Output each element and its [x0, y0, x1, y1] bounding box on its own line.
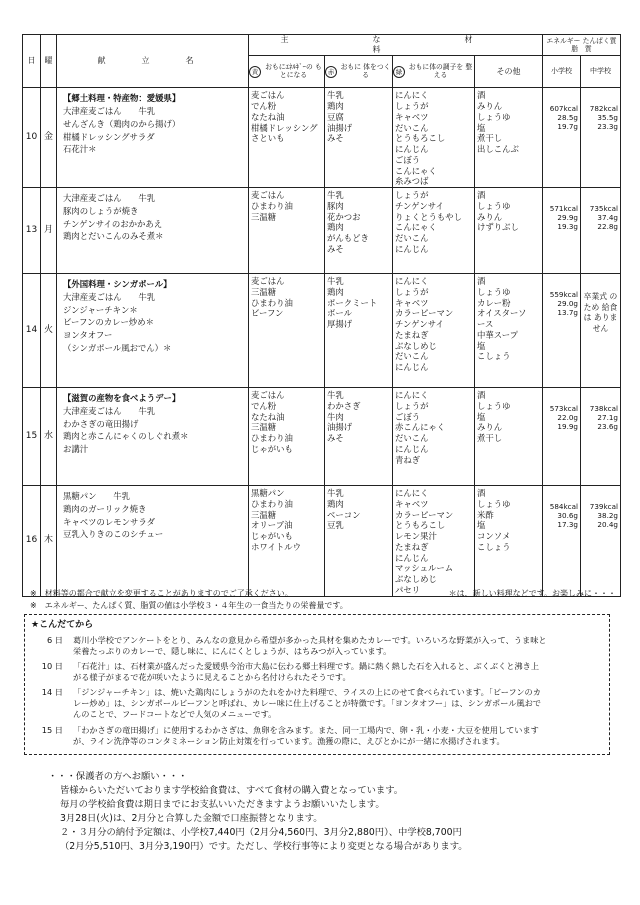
- header-energy: エネルギー たんぱく質 脂 質: [543, 35, 621, 56]
- ingredient-item: 花かつお: [327, 211, 361, 222]
- menu-row: [23, 88, 621, 188]
- ingredient-item: ひまわり油: [251, 200, 293, 211]
- ingredient-item: マッシュルーム: [395, 563, 454, 574]
- ingredient-item: 牛肉: [327, 411, 344, 422]
- footnote-change: ※ 材料等の都合で献立を変更することがありますのでご了承ください。: [30, 589, 293, 598]
- ingredient-item: しょうゆ: [477, 400, 511, 411]
- ingredient-item: 牛乳: [327, 276, 344, 287]
- dish-item: 石花汁＊: [63, 144, 97, 155]
- kondate-day: 10 日: [41, 661, 63, 671]
- nutrition-value: 38.2g: [597, 511, 618, 521]
- junior-nutrition: [581, 88, 621, 188]
- ingredient-item: にんにく: [395, 390, 429, 401]
- ingredient-item: にんじん: [395, 552, 429, 563]
- ingredient-item: じゃがいも: [251, 443, 293, 454]
- red-ingredients: [325, 388, 393, 486]
- nutrition-value: 27.1g: [597, 413, 618, 423]
- ingredient-item: でん粉: [251, 400, 277, 411]
- ingredient-item: ポークミート: [327, 297, 378, 308]
- nutrition-value: 28.5g: [557, 113, 578, 123]
- nutrition-value: 19.9g: [557, 422, 578, 432]
- nutrition-value: 22.8g: [597, 222, 618, 232]
- row-date: 13: [23, 188, 41, 274]
- kondate-title: ★こんだてから: [31, 620, 94, 630]
- dish-item: わかさぎの竜田揚げ: [63, 418, 139, 429]
- green-ingredients: [393, 388, 475, 486]
- ingredient-item: 三温糖: [251, 211, 277, 222]
- ingredient-item: しょうゆ: [477, 286, 511, 297]
- ingredient-item: でん粉: [251, 101, 277, 112]
- footnote-new-dish: ＊は、新しい料理などです。お楽しみに・・・: [448, 589, 616, 598]
- nutrition-value: 29.0g: [557, 299, 578, 309]
- ingredient-item: 塩: [477, 520, 486, 531]
- dish-item: お講汁: [63, 444, 89, 455]
- ingredient-item: こしょう: [477, 541, 511, 552]
- dish-list: [57, 274, 249, 388]
- ingredient-item: 酒: [477, 390, 486, 401]
- yellow-ingredients: [249, 388, 325, 486]
- row-date: 14: [23, 274, 41, 388]
- red-ingredients: [325, 88, 393, 188]
- ingredient-item: 酒: [477, 488, 486, 499]
- dish-item: （シンガポール風おでん）＊: [63, 342, 172, 353]
- ingredient-item: ース: [477, 319, 494, 330]
- ingredient-item: 鶏肉: [327, 498, 344, 509]
- dish-item: 豆乳入りきのこのシチュー: [63, 529, 164, 540]
- ingredient-item: 豆乳: [327, 520, 344, 531]
- nutrition-value: 30.6g: [557, 511, 578, 521]
- nutrition-value: 20.4g: [597, 520, 618, 530]
- ingredient-item: ごぼう: [395, 154, 421, 165]
- ingredient-item: みそ: [327, 433, 344, 444]
- row-weekday: 金: [41, 88, 57, 188]
- kondate-day: 15 日: [41, 725, 63, 735]
- ingredient-item: キャベツ: [395, 111, 429, 122]
- ingredient-item: 牛乳: [327, 190, 344, 201]
- dish-theme: 【滋賀の産物を食べようデー】: [63, 393, 181, 404]
- ingredient-item: オイスターソ: [477, 308, 527, 319]
- nutrition-value: 573kcal: [549, 404, 578, 414]
- ingredient-item: ひまわり油: [251, 433, 293, 444]
- dish-item: 豚肉のしょうが焼き: [63, 205, 139, 216]
- ingredient-item: わかさぎ: [327, 400, 361, 411]
- nutrition-value: 13.7g: [557, 308, 578, 318]
- red-label: おもに 体をつくる: [340, 63, 391, 79]
- menu-row: [23, 486, 621, 597]
- ingredient-item: 出しこんぶ: [477, 144, 519, 155]
- ingredient-item: だいこん: [395, 433, 429, 444]
- ingredient-item: 塩: [477, 411, 486, 422]
- green-ingredients: [393, 274, 475, 388]
- ingredient-item: みりん: [477, 422, 503, 433]
- ingredient-item: チンゲンサイ: [395, 319, 444, 330]
- junior-nutrition: [581, 188, 621, 274]
- ingredient-item: ひまわり油: [251, 297, 293, 308]
- ingredient-item: じゃがいも: [251, 531, 293, 542]
- ingredient-item: しょうが: [395, 400, 429, 411]
- ingredient-item: がんもどき: [327, 233, 369, 244]
- menu-row: [23, 274, 621, 388]
- ingredient-item: だいこん: [395, 351, 429, 362]
- ingredient-item: たまねぎ: [395, 541, 429, 552]
- other-ingredients: [475, 388, 543, 486]
- red-ingredients: [325, 188, 393, 274]
- menu-table: [22, 34, 621, 597]
- header-weekday: 曜: [41, 35, 57, 88]
- dish-item: せんざんき（鶏肉のから揚げ）: [63, 118, 181, 129]
- header-ingredients: 主 な 材 料: [249, 35, 543, 56]
- ingredient-item: ごぼう: [395, 411, 421, 422]
- ingredient-item: 油揚げ: [327, 122, 353, 133]
- ingredient-item: 麦ごはん: [251, 276, 285, 287]
- ingredient-item: キャベツ: [395, 498, 429, 509]
- ingredient-item: しょうゆ: [477, 111, 511, 122]
- nutrition-value: 37.4g: [597, 213, 618, 223]
- dish-item: ヨンタオフー: [63, 330, 113, 341]
- nutrition-value: 19.3g: [557, 222, 578, 232]
- kondate-day: 14 日: [41, 687, 63, 697]
- dish-item: 大津産麦ごはん 牛乳: [63, 106, 156, 117]
- ingredient-item: 鶏肉: [327, 101, 344, 112]
- elementary-nutrition: [543, 88, 581, 188]
- ingredient-item: 酒: [477, 190, 486, 201]
- nutrition-value: 23.3g: [597, 122, 618, 132]
- junior-nutrition: [581, 388, 621, 486]
- lunch-menu-page: 日 曜 献 立 名 主 な 材 料 エネルギー たんぱく質 脂 質 黄 おもにｴﾈﾙｷﾞｰの もとになる 赤 おもに 体をつくる 緑 おもに体の調子を 整える その他 小学校 中学校 10 金 【郷土料理・特産物：愛媛県】 大津産麦ごはん 牛乳 せんざんき（鶏肉のから揚げ） 柑橘ドレッシングサラダ 石花汁＊ 麦ごはん でん粉 なたね油 柑橘ドレッシング さといも 牛乳 鶏肉 豆腐 油揚げ みそ にんにく しょうが キャベツ だいこん とうもろこし にんじん ごぼう こんにゃく 糸みつば 酒 みりん しょうゆ 塩 煮干し 出しこんぶ 607kcal 28.5g 19.7g 782kcal 35.5g 23.3g 13 月 大津産麦ごはん 牛乳 豚肉のしょうが焼き チンゲンサイのおかかあえ 鶏肉とだいこんのみそ煮＊ 麦ごはん ひまわり油 三温糖 牛乳 豚肉 花かつお 鶏肉 がんもどき みそ しょうが チンゲンサイ りょくとうもやし こんにゃく だいこん にんじん 酒 しょうゆ みりん けずりぶし 571kcal 29.9g 19.3g 735kcal 37.4g 22.8g 14 火 【外国料理・シンガポール】 大津産麦ごはん 牛乳 ジンジャーチキン＊ ビーフンのカレー炒め＊ ヨンタオフー （シンガポール風おでん）＊ 麦ごはん 三温糖 ひまわり油 ビーフン 牛乳 鶏肉 ポークミート ボール 厚揚げ にんにく しょうが キャベツ カラーピーマン チンゲンサイ たまねぎ ぶなしめじ だいこん にんじん 酒 しょうゆ カレー粉 オイスターソ ース 中華スープ 塩 こしょう 559kcal 29.0g 13.7g 卒業式 のため 給食は ありま せん 15 水 【滋賀の産物を食べようデー】 大津産麦ごはん 牛乳 わかさぎの竜田揚げ 鶏肉と赤こんにゃくのしぐれ煮＊ お講汁 麦ごはん でん粉 なたね油 三温糖 ひまわり油 じゃがいも 牛乳 わかさぎ 牛肉 油揚げ みそ にんにく しょうが ごぼう 赤こんにゃく だいこん にんじん 青ねぎ 酒 しょうゆ 塩 みりん 煮干し 573kcal 22.0g 19.9g 738kcal 27.1g 23.6g 16 木 黒糖パン 牛乳 鶏肉のガーリック焼き キャベツのレモンサラダ 豆乳入りきのこのシチュー 黒糖パン ひまわり油 三温糖 オリーブ油 じゃがいも ホワイトルウ 牛乳 鶏肉 ベーコン 豆乳 にんにく キャベツ カラーピーマン とうもろこし レモン果汁 たまねぎ にんじん マッシュルーム ぶなしめじ パセリ 酒 しょうゆ 米酢 塩 コンソメ こしょう 584kcal 30.6g 17.3g 739kcal 38.2g 20.4g ※ 材料等の都合で献立を変更することがありますのでご了承ください。 ＊は、新しい料理などです。お楽しみに・・・ ※ エネルギー、たんぱく質、脂質の値は小学校３・４年生の一食当たりの栄養量です。 ★こんだてから 6 日 葛川小学校でアンケートをとり、みんなの意見から希望が多かった具材を集めたカレーです。いろいろな野菜が入って、うま味と 栄養たっぷりのカレーで、隠し味に、にんにくとしょうが、はちみつが入っています。 10 日 「石花汁」は、石材業が盛んだった愛媛県今治市大島に伝わる郷土料理です。鍋に熱く熱した石を入れると、ぶくぶくと沸き上 がる様子がまるで花が咲いたように見えることから名付けられたそうです。 14 日 「ジンジャーチキン」は、焼いた鶏肉にしょうがのたれをかけた料理で、ライスの上にのせて食べられています。「ビーフンのカ レー炒め」は、シンガポールビーフンと呼ばれ、カレー味に仕上げることが特徴です。「ヨンタオフー」は、シンガポール風おで んのことで、フードコートなどで人気のメニューです。 15 日 「わかさぎの竜田揚げ」に使用するわかさぎは、魚卵を含みます。また、同一工場内で、卵・乳・小麦・大豆を使用しています が、ライン洗浄等のコンタミネーション防止対策を行っています。漁獲の際に、えびとかにが一緒に水揚げされます。 ・・・保護者の方へお願い・・・ 皆様からいただいております学校給食費は、すべて食材の購入費となっています。 毎月の学校給食費は期日までにお支払いいただきますようお願いいたします。 3月28日(火)は、2月分と合算した金額で口座振替となります。 ２・３月分の納付予定額は、小学校7,440円（2月分4,560円、3月分2,880円）、中学校8,700円 （2月分5,510円、3月分3,190円）です。ただし、学校行事等により変更となる場合があります。: [0, 0, 640, 905]
- ingredient-item: 豚肉: [327, 200, 344, 211]
- ingredient-item: なたね油: [251, 411, 285, 422]
- nutrition-value: 22.0g: [557, 413, 578, 423]
- kondate-day: 6 日: [47, 635, 63, 645]
- nutrition-value: 739kcal: [589, 502, 618, 512]
- dish-item: 鶏肉のガーリック焼き: [63, 503, 147, 514]
- elementary-nutrition: [543, 486, 581, 597]
- menu-row: [23, 188, 621, 274]
- yellow-ingredients: [249, 88, 325, 188]
- ingredient-item: だいこん: [395, 122, 429, 133]
- header-menu: 献 立 名: [57, 35, 249, 88]
- dish-item: キャベツのレモンサラダ: [63, 516, 156, 527]
- green-ingredients: [393, 486, 475, 597]
- green-ingredients: [393, 188, 475, 274]
- ingredient-item: しょうゆ: [477, 200, 511, 211]
- row-weekday: 月: [41, 188, 57, 274]
- ingredient-item: 麦ごはん: [251, 190, 285, 201]
- dish-theme: 【郷土料理・特産物：愛媛県】: [63, 93, 181, 104]
- ingredient-item: 酒: [477, 276, 486, 287]
- nutrition-value: 738kcal: [589, 404, 618, 414]
- ingredient-item: キャベツ: [395, 297, 429, 308]
- elementary-nutrition: [543, 188, 581, 274]
- row-weekday: 水: [41, 388, 57, 486]
- kondate-notes-box: ★こんだてから 6 日 葛川小学校でアンケートをとり、みんなの意見から希望が多かった具材を集めたカレーです。いろいろな野菜が入って、うま味と 栄養たっぷりのカレーで、隠し味に、にんにくとしょうが、はちみつが入っています。 10 日 「石花汁」は、石材業が盛んだった愛媛県今治市大島に伝わる郷土料理です。鍋に熱く熱した石を入れると、ぶくぶくと沸き上 がる様子がまるで花が咲いたように見えることから名付けられたそうです。 14 日 「ジンジャーチキン」は、焼いた鶏肉にしょうがのたれをかけた料理で、ライスの上にのせて食べられています。「ビーフンのカ レー炒め」は、シンガポールビーフンと呼ばれ、カレー味に仕上げることが特徴です。「ヨンタオフー」は、シンガポール風おで んのことで、フードコートなどで人気のメニューです。 15 日 「わかさぎの竜田揚げ」に使用するわかさぎは、魚卵を含みます。また、同一工場内で、卵・乳・小麦・大豆を使用しています が、ライン洗浄等のコンタミネーション防止対策を行っています。漁獲の際に、えびとかにが一緒に水揚げされます。: [24, 614, 610, 755]
- yellow-label: おもにｴﾈﾙｷﾞｰの もとになる: [265, 63, 322, 79]
- dish-item: 大津産麦ごはん 牛乳: [63, 291, 156, 302]
- header-green: [393, 56, 475, 88]
- ingredient-item: ぶなしめじ: [395, 340, 437, 351]
- guardian-title: ・・・保護者の方へお願い・・・: [48, 771, 188, 782]
- dish-list: [57, 88, 249, 188]
- ingredient-item: 中華スープ: [477, 329, 519, 340]
- ingredient-item: カラーピーマン: [395, 509, 454, 520]
- ingredient-item: とうもろこし: [395, 133, 446, 144]
- row-date: 15: [23, 388, 41, 486]
- nutrition-value: 23.6g: [597, 422, 618, 432]
- dish-item: 柑橘ドレッシングサラダ: [63, 131, 155, 142]
- ingredient-item: 鶏肉: [327, 222, 344, 233]
- green-badge: 緑: [393, 66, 405, 78]
- dish-item: ジンジャーチキン＊: [63, 304, 138, 315]
- row-weekday: 木: [41, 486, 57, 597]
- nutrition-value: 584kcal: [549, 502, 578, 512]
- nutrition-value: 17.3g: [557, 520, 578, 530]
- ingredient-item: 柑橘ドレッシング: [251, 122, 318, 133]
- dish-item: 大津産麦ごはん 牛乳: [63, 193, 156, 204]
- ingredient-item: 牛乳: [327, 90, 344, 101]
- red-badge: 赤: [325, 66, 337, 78]
- ingredient-item: みりん: [477, 101, 503, 112]
- header-red: [325, 56, 393, 88]
- ingredient-item: ボール: [327, 308, 352, 319]
- ingredient-item: レモン果汁: [395, 531, 437, 542]
- other-ingredients: [475, 486, 543, 597]
- ingredient-item: けずりぶし: [477, 222, 519, 233]
- dish-list: [57, 188, 249, 274]
- ingredient-item: ひまわり油: [251, 498, 293, 509]
- ingredient-item: にんじん: [395, 443, 429, 454]
- dish-item: チンゲンサイのおかかあえ: [63, 218, 163, 229]
- dish-list: [57, 486, 249, 597]
- ingredient-item: 三温糖: [251, 422, 277, 433]
- green-ingredients: [393, 88, 475, 188]
- yellow-ingredients: [249, 188, 325, 274]
- ingredient-item: ベーコン: [327, 509, 361, 520]
- header-other: その他: [475, 56, 543, 88]
- ingredient-item: チンゲンサイ: [395, 200, 444, 211]
- red-ingredients: [325, 486, 393, 597]
- elementary-nutrition: [543, 274, 581, 388]
- ingredient-item: だいこん: [395, 233, 429, 244]
- other-ingredients: [475, 188, 543, 274]
- ingredient-item: ぶなしめじ: [395, 574, 437, 585]
- ingredient-item: 塩: [477, 340, 486, 351]
- dish-list: [57, 388, 249, 486]
- ingredient-item: 煮干し: [477, 133, 503, 144]
- nutrition-value: 607kcal: [549, 104, 578, 114]
- other-ingredients: [475, 88, 543, 188]
- junior-no-lunch-note: 卒業式 のため 給食は ありま せん: [581, 274, 621, 388]
- dish-item: 黒糖パン 牛乳: [63, 491, 130, 502]
- ingredient-item: みそ: [327, 133, 344, 144]
- ingredient-item: こんにゃく: [395, 222, 437, 233]
- ingredient-item: りょくとうもやし: [395, 211, 462, 222]
- ingredient-item: みりん: [477, 211, 503, 222]
- ingredient-item: 鶏肉: [327, 286, 344, 297]
- nutrition-value: 571kcal: [549, 204, 578, 214]
- ingredient-item: たまねぎ: [395, 329, 429, 340]
- ingredient-item: 麦ごはん: [251, 90, 285, 101]
- red-ingredients: [325, 274, 393, 388]
- yellow-ingredients: [249, 486, 325, 597]
- menu-row: [23, 388, 621, 486]
- ingredient-item: にんにく: [395, 488, 429, 499]
- ingredient-item: みそ: [327, 243, 344, 254]
- yellow-ingredients: [249, 274, 325, 388]
- ingredient-item: にんじん: [395, 362, 429, 373]
- ingredient-item: 牛乳: [327, 488, 344, 499]
- row-date: 10: [23, 88, 41, 188]
- header-elementary: 小学校: [543, 56, 581, 88]
- nutrition-value: 735kcal: [589, 204, 618, 214]
- dish-theme: 【外国料理・シンガポール】: [63, 279, 172, 290]
- ingredient-item: カラーピーマン: [395, 308, 454, 319]
- dish-item: ビーフンのカレー炒め＊: [63, 317, 155, 328]
- ingredient-item: しょうゆ: [477, 498, 511, 509]
- ingredient-item: パセリ: [395, 584, 421, 595]
- ingredient-item: 油揚げ: [327, 422, 353, 433]
- ingredient-item: ホワイトルウ: [251, 541, 301, 552]
- footnote-nutrition: ※ エネルギー、たんぱく質、脂質の値は小学校３・４年生の一食当たりの栄養量です。: [30, 601, 348, 610]
- dish-item: 鶏肉と赤こんにゃくのしぐれ煮＊: [63, 431, 189, 442]
- ingredient-item: 厚揚げ: [327, 319, 353, 330]
- footnotes: [30, 588, 620, 612]
- ingredient-item: こんにゃく: [395, 165, 437, 176]
- ingredient-item: 牛乳: [327, 390, 344, 401]
- ingredient-item: しょうが: [395, 190, 429, 201]
- ingredient-item: こしょう: [477, 351, 511, 362]
- nutrition-value: 29.9g: [557, 213, 578, 223]
- header-day: 日: [23, 35, 41, 88]
- ingredient-item: しょうが: [395, 286, 429, 297]
- ingredient-item: コンソメ: [477, 531, 511, 542]
- ingredient-item: 米酢: [477, 509, 494, 520]
- dish-item: 鶏肉とだいこんのみそ煮＊: [63, 231, 164, 242]
- ingredient-item: 赤こんにゃく: [395, 422, 446, 433]
- ingredient-item: しょうが: [395, 101, 429, 112]
- ingredient-item: 青ねぎ: [395, 454, 421, 465]
- ingredient-item: 酒: [477, 90, 486, 101]
- ingredient-item: にんじん: [395, 144, 429, 155]
- ingredient-item: 三温糖: [251, 286, 277, 297]
- row-weekday: 火: [41, 274, 57, 388]
- ingredient-item: とうもろこし: [395, 520, 446, 531]
- ingredient-item: 煮干し: [477, 433, 503, 444]
- ingredient-item: なたね油: [251, 111, 285, 122]
- ingredient-item: カレー粉: [477, 297, 511, 308]
- ingredient-item: 豆腐: [327, 111, 344, 122]
- dish-item: 大津産麦ごはん 牛乳: [63, 405, 156, 416]
- other-ingredients: [475, 274, 543, 388]
- ingredient-item: にんにく: [395, 276, 429, 287]
- ingredient-item: 黒糖パン: [251, 488, 285, 499]
- yellow-badge: 黄: [249, 66, 261, 78]
- ingredient-item: 三温糖: [251, 509, 277, 520]
- ingredient-item: にんにく: [395, 90, 429, 101]
- nutrition-value: 35.5g: [597, 113, 618, 123]
- ingredient-item: さといも: [251, 133, 285, 144]
- header-yellow: [249, 56, 325, 88]
- ingredient-item: ビーフン: [251, 308, 284, 319]
- ingredient-item: 麦ごはん: [251, 390, 285, 401]
- ingredient-item: 糸みつば: [395, 176, 429, 187]
- nutrition-value: 782kcal: [589, 104, 618, 114]
- elementary-nutrition: [543, 388, 581, 486]
- ingredient-item: 塩: [477, 122, 486, 133]
- ingredient-item: オリーブ油: [251, 520, 293, 531]
- nutrition-value: 19.7g: [557, 122, 578, 132]
- nutrition-value: 559kcal: [549, 290, 578, 300]
- junior-nutrition: [581, 486, 621, 597]
- header-junior: 中学校: [581, 56, 621, 88]
- green-label: おもに体の調子を 整える: [408, 63, 473, 79]
- ingredient-item: にんじん: [395, 243, 429, 254]
- row-date: 16: [23, 486, 41, 597]
